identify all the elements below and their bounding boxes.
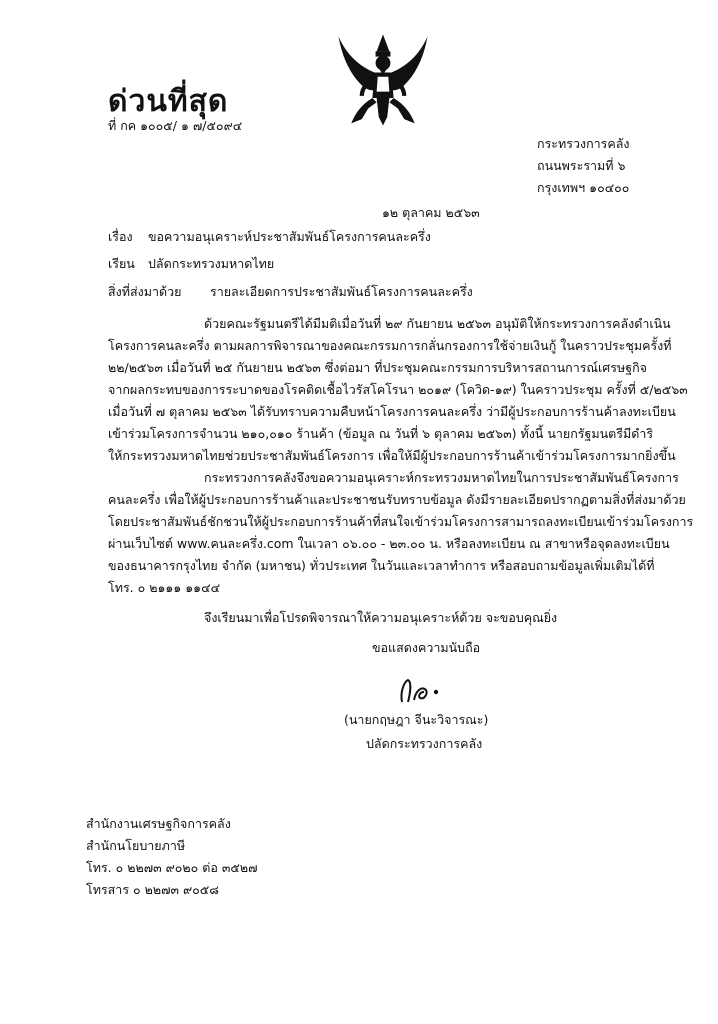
recipient-text: ปลัดกระทรวงมหาดไทย — [148, 256, 275, 271]
body-paragraph-1-line: เข้าร่วมโครงการจำนวน ๒๑๐,๐๑๐ ร้านค้า (ข้อมูล ณ วันที่ ๖ ตุลาคม ๒๕๖๓) ทั้งนี้ นายกรัฐมนตรีมีดำริ — [108, 426, 654, 441]
subject-text: ขอความอนุเคราะห์ประชาสัมพันธ์โครงการคนละครึ่ง — [148, 229, 431, 244]
footer-line: สำนักนโยบายภาษี — [86, 838, 186, 853]
body-paragraph-1-line: ๒๒/๒๕๖๓ เมื่อวันที่ ๒๕ กันยายน ๒๕๖๓ ซึ่งต่อมา ที่ประชุมคณะกรรมการบริหารสถานการณ์เศรษฐกิจ — [108, 360, 647, 375]
regards: ขอแสดงความนับถือ — [372, 640, 481, 655]
body-paragraph-2-line: ผ่านเว็บไซต์ www.คนละครึ่ง.com ในเวลา ๐๖.๐๐ - ๒๓.๐๐ น. หรือลงทะเบียน ณ สาขาหรือจุดลงทะเบียน — [108, 536, 670, 551]
sender-address-line: กระทรวงการคลัง — [537, 136, 630, 151]
body-paragraph-2-line: กระทรวงการคลังจึงขอความอนุเคราะห์กระทรวงมหาดไทยในการประชาสัมพันธ์โครงการ — [204, 470, 679, 485]
footer-line: สำนักงานเศรษฐกิจการคลัง — [86, 816, 231, 831]
body-paragraph-1-line: โครงการคนละครึ่ง ตามผลการพิจารณาของคณะกรรมการกลั่นกรองการใช้จ่ายเงินกู้ ในคราวประชุมครั้งที่ — [108, 338, 672, 353]
reference-number: ที่ กค ๑๐๐๕/ ๑ ๗/๕๐๙๔ — [108, 118, 243, 133]
footer-line: โทร. ๐ ๒๒๗๓ ๙๐๒๐ ต่อ ๓๕๒๗ — [86, 860, 258, 875]
footer-line: โทรสาร ๐ ๒๒๗๓ ๙๐๕๘ — [86, 882, 219, 897]
subject-label: เรื่อง — [108, 229, 133, 244]
body-paragraph-1-line: จากผลกระทบของการระบาดของโรคติดเชื้อไวรัสโคโรนา ๒๐๑๙ (โควิด-๑๙) ในคราวประชุม ครั้งที่ ๕/๒๕๖๓ — [108, 382, 688, 397]
letter-date: ๑๒ ตุลาคม ๒๕๖๓ — [382, 205, 480, 220]
body-paragraph-1-line: เมื่อวันที่ ๗ ตุลาคม ๒๕๖๓ ได้รับทราบความคืบหน้าโครงการคนละครึ่ง ว่ามีผู้ประกอบการร้านค้าลงทะเบียน — [108, 404, 676, 419]
signatory-title: ปลัดกระทรวงการคลัง — [366, 736, 483, 751]
signatory-name: (นายกฤษฎา จีนะวิจารณะ) — [344, 712, 489, 727]
closing-sentence: จึงเรียนมาเพื่อโปรดพิจารณาให้ความอนุเคราะห์ด้วย จะขอบคุณยิ่ง — [204, 610, 558, 625]
body-paragraph-2-line: คนละครึ่ง เพื่อให้ผู้ประกอบการร้านค้าและประชาชนรับทราบข้อมูล ดังมีรายละเอียดปรากฏตามสิ่งที่ส่งมาด้วย — [108, 492, 686, 507]
body-paragraph-2-line: ของธนาคารกรุงไทย จำกัด (มหาชน) ทั่วประเทศ ในวันและเวลาทำการ หรือสอบถามข้อมูลเพิ่มเติมได้ที่ — [108, 558, 655, 573]
urgency-stamp: ด่วนที่สุด — [108, 84, 229, 119]
body-paragraph-1-line: ด้วยคณะรัฐมนตรีได้มีมติเมื่อวันที่ ๒๙ กันยายน ๒๕๖๓ อนุมัติให้กระทรวงการคลังดำเนิน — [204, 316, 671, 331]
garuda-emblem-icon — [330, 28, 436, 134]
enclosure-text: รายละเอียดการประชาสัมพันธ์โครงการคนละครึ่ง — [210, 284, 473, 299]
body-paragraph-2-line: โดยประชาสัมพันธ์ชักชวนให้ผู้ประกอบการร้านค้าที่สนใจเข้าร่วมโครงการสามารถลงทะเบียนเข้าร่วมโครงการ — [108, 514, 694, 529]
sender-address-line: ถนนพระรามที่ ๖ — [537, 158, 626, 173]
body-paragraph-2-line: โทร. ๐ ๒๑๑๑ ๑๑๔๔ — [108, 580, 221, 595]
sender-address-line: กรุงเทพฯ ๑๐๔๐๐ — [537, 180, 630, 195]
enclosure-label: สิ่งที่ส่งมาด้วย — [108, 284, 182, 299]
signature-icon — [396, 672, 452, 712]
body-paragraph-1-line: ให้กระทรวงมหาดไทยช่วยประชาสัมพันธ์โครงการ เพื่อให้มีผู้ประกอบการร้านค้าเข้าร่วมโครงการมากยิ่งขึ้น — [108, 448, 676, 463]
recipient-label: เรียน — [108, 256, 135, 271]
